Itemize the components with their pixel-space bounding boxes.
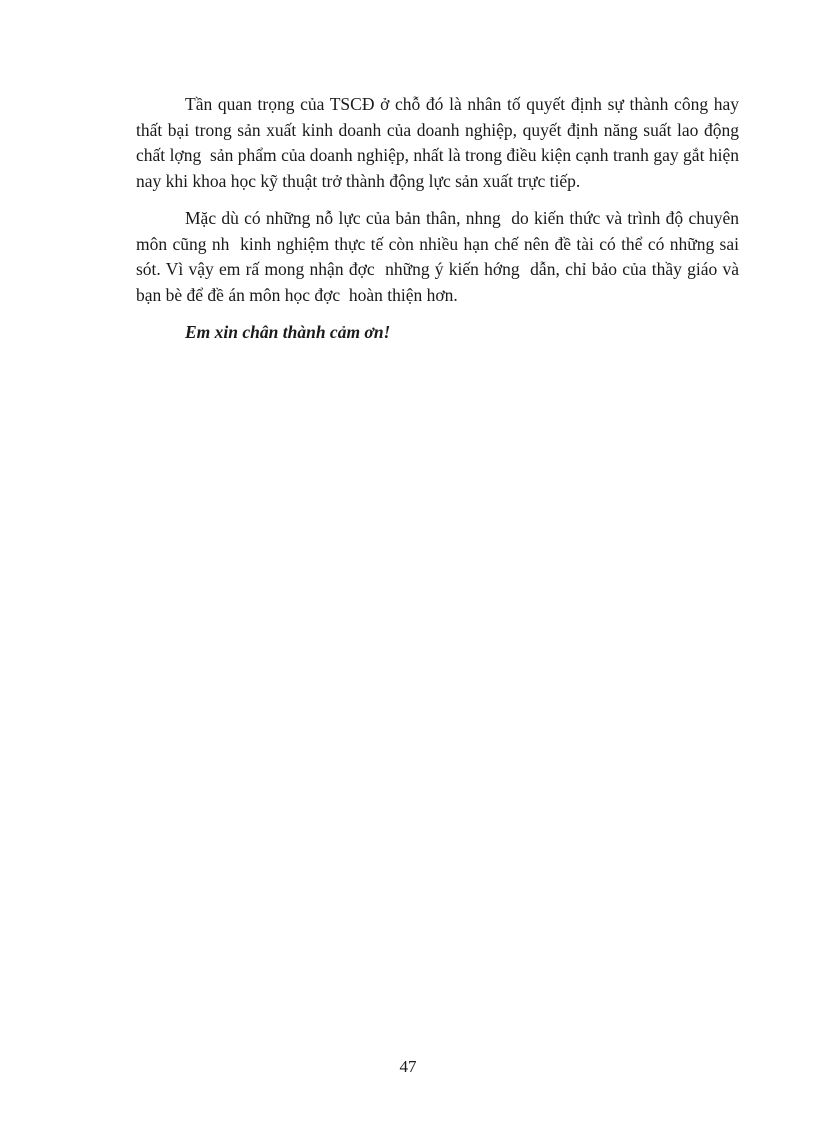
closing-thanks: Em xin chân thành cảm ơn! bbox=[185, 322, 391, 342]
page-number: 47 bbox=[399, 1057, 417, 1076]
document-body bbox=[136, 92, 744, 346]
paragraph-acknowledgement: Mặc dù có những nỗ lực của bản thân, nhng do kiến thức và trình độ chuyên môn cũng nh kinh nghiệm thực tế còn nhiều hạn chế nên đề tài có thể có những sai sót. Vì vậy em rấ mong nhận đợc những ý kiến hớng dẫn, chỉ bảo của thầy giáo và bạn bè để đề án môn học đợc hoàn thiện hơn. bbox=[136, 208, 744, 305]
paragraph-importance: Tần quan trọng của TSCĐ ở chỗ đó là nhân tố quyết định sự thành công hay thất bại trong sản xuất kinh doanh của doanh nghiệp, quyết định năng suất lao động chất lợng sản phẩm của doanh nghiệp, nhất là trong điều kiện cạnh tranh gay gắt hiện nay khi khoa học kỹ thuật trở thành động lực sản xuất trực tiếp. bbox=[136, 94, 744, 191]
